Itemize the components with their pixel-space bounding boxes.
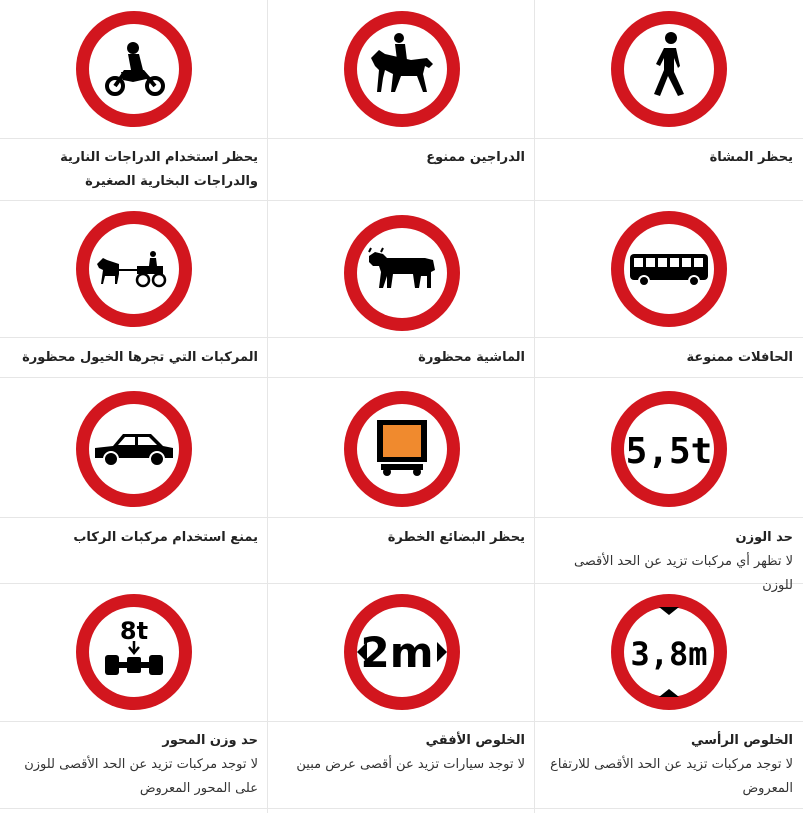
sign-description: لا توجد سيارات تزيد عن أقصى عرض مبين [296, 757, 525, 772]
sign-title: يمنع استخدام مركبات الركاب [73, 530, 258, 545]
height-value: 3,8m [630, 635, 708, 673]
sign-caption [268, 146, 535, 170]
sign-title: يحظر المشاة [709, 150, 793, 165]
sign-description: لا توجد مركبات تزيد عن الحد الأقصى للوزن على المحور المعروض [24, 757, 258, 796]
sign-caption [268, 526, 535, 550]
cow-icon [341, 212, 463, 334]
horse-rider-icon [341, 8, 463, 130]
sign-caption [268, 729, 535, 777]
sign-title: الدراجين ممنوع [426, 150, 525, 165]
weight-limit-icon [608, 388, 730, 510]
axle-weight-value: 8t [119, 617, 149, 645]
hazardous-goods-icon [341, 388, 463, 510]
sign-title: الخلوص الرأسي [691, 733, 793, 748]
weight-value: 5,5t [625, 431, 713, 472]
sign-description: لا توجد مركبات تزيد عن الحد الأقصى للارتفاع المعروض [550, 757, 793, 796]
sign-title: يحظر البضائع الخطرة [387, 530, 525, 545]
pedestrian-icon [608, 8, 730, 130]
motorcycle-icon [73, 8, 195, 130]
sign-title: المركبات التي تجرها الخيول محظورة [22, 350, 258, 365]
axle-weight-icon [73, 591, 195, 713]
sign-description: لا تظهر أي مركبات تزيد عن الحد الأقصى للوزن [573, 554, 793, 593]
height-limit-icon [608, 591, 730, 713]
sign-caption [0, 526, 268, 550]
bus-icon [608, 208, 730, 330]
sign-title: يحظر استخدام الدراجات النارية والدراجات البخارية الصغيرة [60, 150, 258, 189]
sign-caption [0, 729, 268, 801]
sign-caption [535, 526, 803, 598]
car-icon [73, 388, 195, 510]
sign-title: الخلوص الأفقي [425, 733, 525, 748]
width-limit-icon [341, 591, 463, 713]
sign-title: حد وزن المحور [162, 733, 258, 748]
sign-title: الحافلات ممنوعة [686, 350, 793, 365]
column-left [0, 0, 268, 813]
sign-caption [535, 729, 803, 801]
sign-caption [268, 346, 535, 370]
sign-title: حد الوزن [735, 530, 793, 545]
sign-caption [535, 346, 803, 370]
column-right [535, 0, 803, 813]
sign-title: الماشية محظورة [418, 350, 525, 365]
sign-caption [0, 346, 268, 370]
column-middle [268, 0, 535, 813]
width-value: 2m [360, 628, 433, 677]
sign-caption [0, 146, 268, 194]
horse-cart-icon [73, 208, 195, 330]
sign-caption [535, 146, 803, 170]
